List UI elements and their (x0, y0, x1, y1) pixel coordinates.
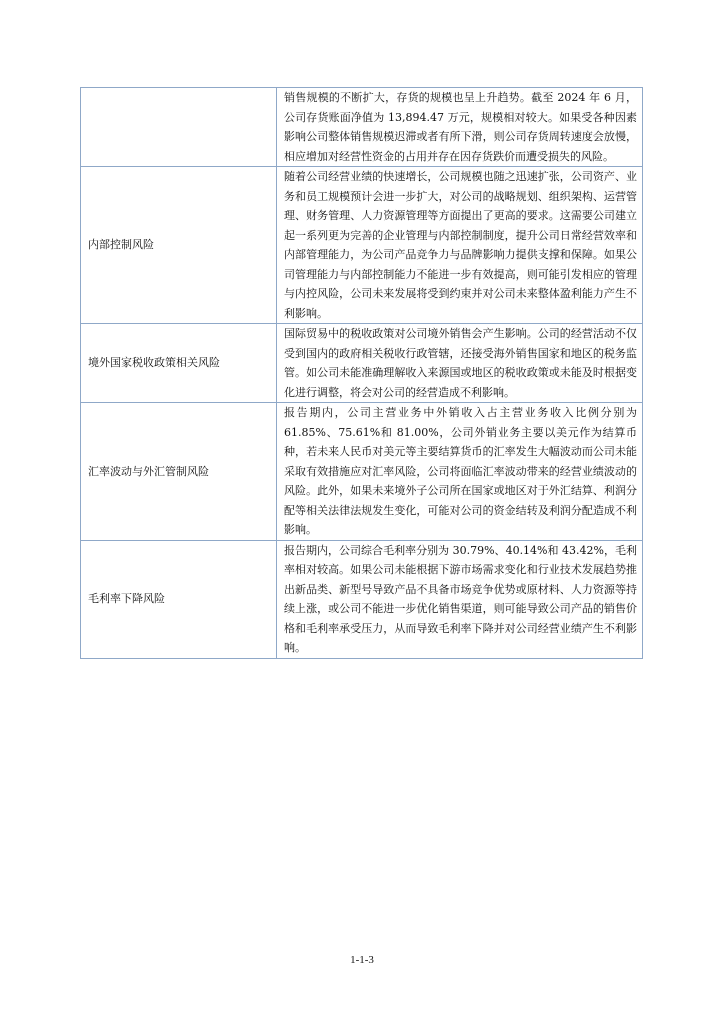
risk-name-cell: 境外国家税收政策相关风险 (81, 324, 277, 403)
risk-description-cell: 销售规模的不断扩大，存货的规模也呈上升趋势。截至 2024 年 6 月，公司存货账面净值为 13,894.47 万元，规模相对较大。如果受各种因素影响公司整体销售规模迟滞或者有所下滑，则公司存货周转速度会放慢，相应增加对经营性资金的占用并存在因存货跌价而遭受损失的风险。 (277, 88, 643, 167)
table-row (81, 324, 643, 403)
risk-description-cell: 随着公司经营业绩的快速增长，公司规模也随之迅速扩张，公司资产、业务和员工规模预计会进一步扩大，对公司的战略规划、组织架构、运营管理、财务管理、人力资源管理等方面提出了更高的要求。这需要公司建立起一系列更为完善的企业管理与内部控制制度，提升公司日常经营效率和内部管理能力，为公司产品竞争力与品牌影响力提供支撑和保障。如果公司管理能力与内部控制能力不能进一步有效提高，则可能引发相应的管理与内控风险，公司未来发展将受到约束并对公司未来整体盈利能力产生不利影响。 (277, 167, 643, 324)
risk-description-cell: 报告期内，公司主营业务中外销收入占主营业务收入比例分别为 61.85%、75.61%和 81.00%，公司外销业务主要以美元作为结算币种，若未来人民币对美元等主要结算货币的汇率发生大幅波动而公司未能采取有效措施应对汇率风险，公司将面临汇率波动带来的经营业绩波动的风险。此外，如果未来境外子公司所在国家或地区对于外汇结算、利润分配等相关法律法规发生变化，可能对公司的资金结转及利润分配造成不利影响。 (277, 403, 643, 541)
risk-description-cell: 报告期内，公司综合毛利率分别为 30.79%、40.14%和 43.42%，毛利率相对较高。如果公司未能根据下游市场需求变化和行业技术发展趋势推出新品类、新型号导致产品不具备市场竞争优势或原材料、人力资源等持续上涨，或公司不能进一步优化销售渠道，则可能导致公司产品的销售价格和毛利率承受压力，从而导致毛利率下降并对公司经营业绩产生不利影响。 (277, 540, 643, 658)
table-row (81, 540, 643, 658)
page-number: 1-1-3 (350, 954, 374, 966)
risk-name-cell: 内部控制风险 (81, 167, 277, 324)
risk-description-cell: 国际贸易中的税收政策对公司境外销售会产生影响。公司的经营活动不仅受到国内的政府相关税收行政管辖，还接受海外销售国家和地区的税务监管。如公司未能准确理解收入来源国或地区的税收政策或未能及时根据变化进行调整，将会对公司的经营造成不利影响。 (277, 324, 643, 403)
table-row (81, 167, 643, 324)
table-row (81, 403, 643, 541)
risk-name-cell: 汇率波动与外汇管制风险 (81, 403, 277, 541)
risk-name-cell: 毛利率下降风险 (81, 540, 277, 658)
table-row (81, 88, 643, 167)
risk-factors-table (80, 87, 643, 659)
risk-name-cell (81, 88, 277, 167)
